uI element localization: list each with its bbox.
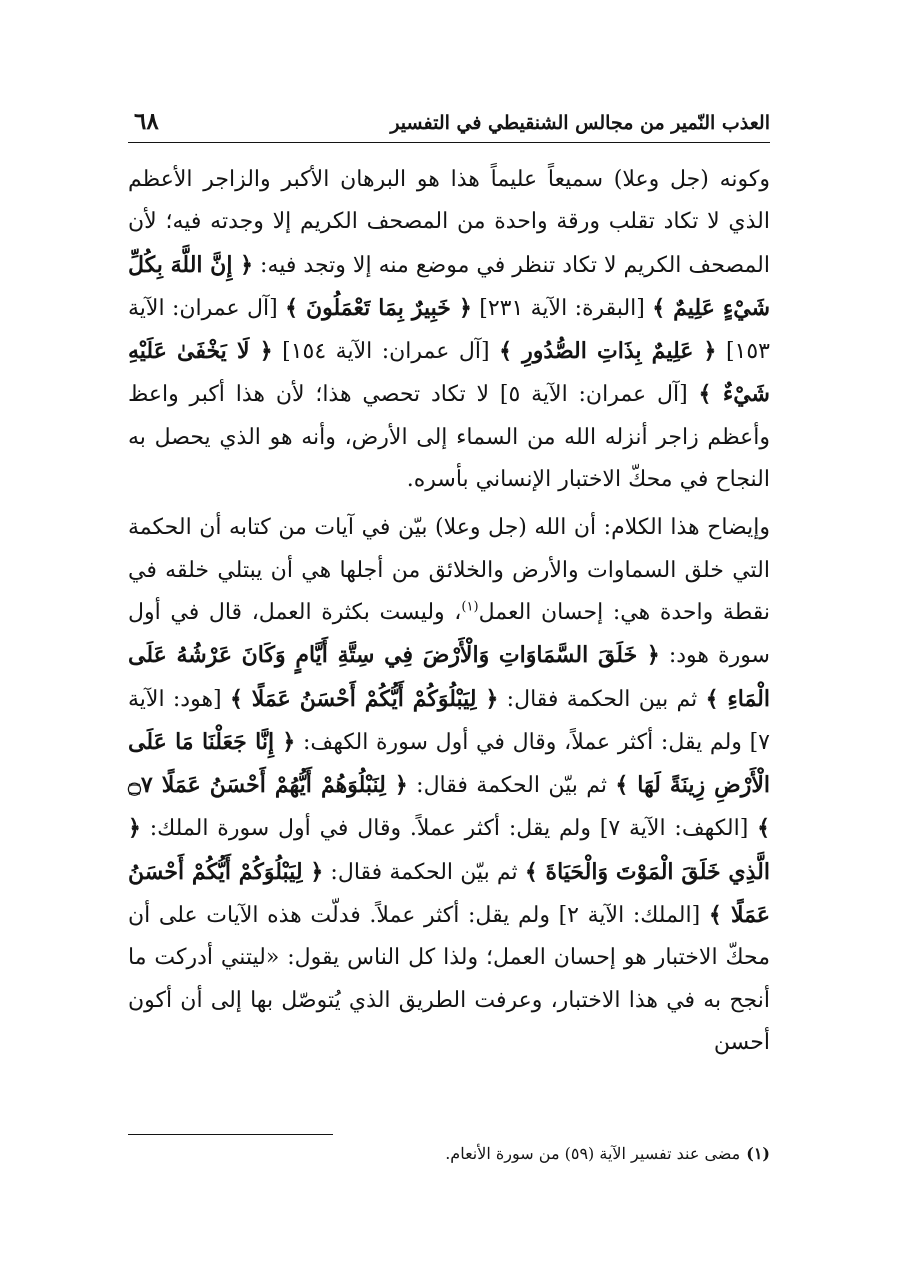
body-text: وإيضاح هذا الكلام: أن الله (جل وعلا) بيّن في آيات من كتابه أن الحكمة التي خلق السماوات والأرض والخلائق من أجلها هي أن يبتلي خلقه في نقطة واحدة هي: إحسان العمل: [128, 515, 770, 625]
paragraph: [128, 159, 770, 501]
quran-verse: ﴿ خَلَقَ السَّمَاوَاتِ وَالْأَرْضَ فِي سِتَّةِ أَيَّامٍ وَكَانَ عَرْشُهُ عَلَى الْمَاءِ ﴾: [128, 642, 770, 712]
running-header: [128, 108, 770, 143]
body-text: [آل عمران: الآية ٥] لا تكاد تحصي هذا؛ لأن هذا أكبر واعظ وأعظم زاجر أنزله الله من السماء إلى الأرض، وأنه هو الذي يحصل به النجاح في محكّ الاختبار الإنساني بأسره.: [128, 382, 770, 493]
quran-verse: ﴿ لِيَبْلُوَكُمْ أَيُّكُمْ أَحْسَنُ عَمَلًا ﴾: [128, 858, 771, 929]
body-text: ثم بيّن الحكمة فقال:: [323, 859, 525, 885]
quran-verse: ﴿ خَبِيرٌ بِمَا تَعْمَلُونَ ﴾: [285, 294, 472, 321]
body-text: [البقرة: الآية ٢٣١]: [471, 295, 653, 321]
body-text: ، وليست بكثرة العمل، قال في أول سورة هود:: [128, 599, 770, 669]
footnote-divider: [128, 1134, 333, 1135]
body-text: [آل عمران: الآية ١٥٣]: [128, 295, 770, 365]
body-text: ثم بين الحكمة فقال:: [498, 686, 706, 712]
page-body: [128, 159, 770, 1064]
body-text: [آل عمران: الآية ١٥٤]: [272, 339, 500, 365]
footnote-text: مضى عند تفسير الآية (٥٩) من سورة الأنعام.: [445, 1144, 741, 1163]
book-title: العذب النّمير من مجالس الشنقيطي في التفسير: [390, 112, 770, 134]
body-text: وكونه (جل وعلا) سميعاً عليماً هذا هو البرهان الأكبر والزاجر الأعظم الذي لا تكاد تقلب ورقة واحدة من المصحف الكريم إلا وجدته فيه؛ لأن المصحف الكريم لا تكاد تنظر في موضع منه إلا وتجد فيه:: [128, 167, 771, 278]
body-text: ثم بيّن الحكمة فقال:: [407, 773, 616, 799]
footnote-marker: (١): [461, 599, 479, 615]
body-text: [الكهف: الآية ٧] ولم يقل: أكثر عملاً. وقال في أول سورة الملك:: [140, 816, 758, 842]
quran-verse: ﴿ عَلِيمٌ بِذَاتِ الصُّدُورِ ﴾: [499, 338, 717, 365]
body-text: [الملك: الآية ٢] ولم يقل: أكثر عملاً. فدلّت هذه الآيات على أن محكّ الاختبار هو إحسان العمل؛ ولذا كل الناس يقول: «ليتني أدركت ما أنجح به في هذا الاختبار، وعرفت الطريق الذي يُتوصّل بها إلى أن أكون أحسن: [128, 903, 770, 1055]
quran-verse: ﴿ إِنَّا جَعَلْنَا مَا عَلَى الْأَرْضِ زِينَةً لَهَا ﴾: [128, 728, 771, 799]
quran-verse: ﴿ لِيَبْلُوَكُمْ أَيُّكُمْ أَحْسَنُ عَمَلًا ﴾: [229, 685, 499, 712]
paragraph: [128, 507, 770, 1064]
quran-verse: ﴿ لَا يَخْفَىٰ عَلَيْهِ شَيْءٌ ﴾: [128, 338, 770, 408]
book-page: [128, 108, 770, 1208]
page-number: ٦٨: [134, 108, 159, 135]
quran-verse: ﴿ إِنَّ اللَّهَ بِكُلِّ شَيْءٍ عَلِيمٌ ﴾: [128, 251, 771, 321]
body-text: [هود: الآية ٧] ولم يقل: أكثر عملاً، وقال في أول سورة الكهف:: [128, 686, 770, 755]
quran-verse: ﴿ لِنَبْلُوَهُمْ أَيُّهُمْ أَحْسَنُ عَمَلًا ۝٧ ﴾: [128, 772, 770, 842]
quran-verse: ﴿ الَّذِي خَلَقَ الْمَوْتَ وَالْحَيَاةَ ﴾: [128, 815, 770, 885]
footnote: [445, 1144, 770, 1163]
footnote-number: (١): [746, 1144, 770, 1163]
